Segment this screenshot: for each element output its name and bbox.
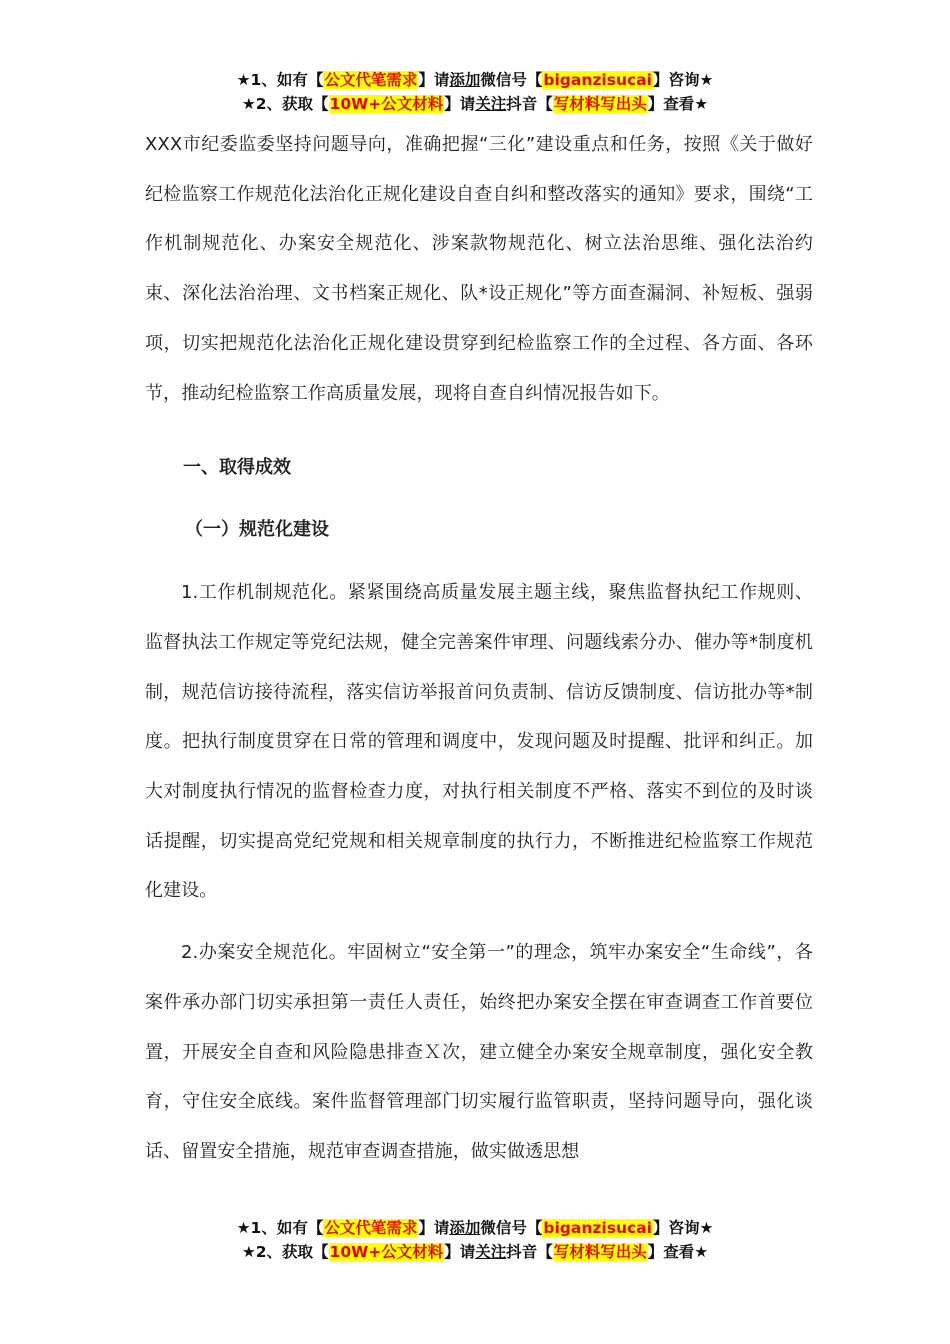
promo-highlight: biganzisucai (543, 1219, 652, 1237)
promo-highlight: 10W+公文材料 (329, 1243, 444, 1261)
promo-highlight: 公文代笔需求 (324, 1219, 418, 1237)
promo-text: 】查看★ (647, 95, 709, 113)
promo-banner-top (0, 68, 950, 116)
promo-text: 微信号【 (480, 71, 543, 89)
promo-text: 】请 (444, 95, 476, 113)
promo-line-1 (0, 1216, 950, 1240)
promo-highlight: 写材料写出头 (553, 95, 647, 113)
promo-text: ★1、如有【 (236, 1219, 324, 1237)
promo-line-2 (0, 92, 950, 116)
body-paragraph-1: 1.工作机制规范化。紧紧围绕高质量发展主题主线，聚焦监督执纪工作规则、监督执法工作规定等党纪法规，健全完善案件审理、问题线索分办、催办等*制度机制，规范信访接待流程，落实信访举报首问负责制、信访反馈制度、信访批办等*制度。把执行制度贯穿在日常的管理和调度中，发现问题及时提醒、批评和纠正。加大对制度执行情况的监督检查力度，对执行相关制度不严格、落实不到位的及时谈话提醒，切实提高党纪党规和相关规章制度的执行力，不断推进纪检监察工作规范化建设。 (145, 582, 813, 902)
promo-text: 】请 (418, 1219, 450, 1237)
promo-text: 抖音【 (506, 95, 553, 113)
promo-text: 】请 (418, 71, 450, 89)
document-body (145, 120, 813, 1177)
promo-highlight: biganzisucai (543, 71, 652, 89)
promo-highlight: 公文代笔需求 (324, 71, 418, 89)
promo-line-2 (0, 1240, 950, 1264)
section-heading: 一、取得成效 (183, 457, 291, 479)
promo-text: 】咨询★ (652, 1219, 714, 1237)
promo-text: ★1、如有【 (236, 71, 324, 89)
promo-text: ★2、获取【 (241, 95, 329, 113)
promo-highlight: 10W+公文材料 (329, 95, 444, 113)
spacer (145, 916, 813, 928)
promo-text: ★2、获取【 (241, 1243, 329, 1261)
promo-text: 】咨询★ (652, 71, 714, 89)
promo-text: 】请 (444, 1243, 476, 1261)
promo-underline: 添加 (449, 71, 481, 89)
spacer (145, 542, 813, 568)
promo-text: 】查看★ (647, 1243, 709, 1261)
intro-paragraph: XXX市纪委监委坚持问题导向，准确把握“三化”建设重点和任务，按照《关于做好纪检监察工作规范化法治化正规化建设自查自纠和整改落实的通知》要求，围绕“工作机制规范化、办案安全规范化、涉案款物规范化、树立法治思维、强化法治约束、深化法治治理、文书档案正规化、队*设正规化”等方面查漏洞、补短板、强弱项，切实把规范化法治化正规化建设贯穿到纪检监察工作的全过程、各方面、各环节，推动纪检监察工作高质量发展，现将自查自纠情况报告如下。 (145, 134, 813, 404)
promo-underline: 关注 (475, 95, 507, 113)
body-paragraph-2: 2.办案安全规范化。牢固树立“安全第一”的理念，筑牢办案安全“生命线”，各案件承办部门切实承担第一责任人责任，始终把办案安全摆在审查调查工作首要位置，开展安全自查和风险隐患排查Ｘ次，建立健全办案安全规章制度，强化安全教育，守住安全底线。案件监督管理部门切实履行监管职责，坚持问题导向，强化谈话、留置安全措施，规范审查调查措施，做实做透思想 (145, 942, 813, 1162)
promo-banner-bottom (0, 1216, 950, 1264)
promo-text: 抖音【 (506, 1243, 553, 1261)
promo-highlight: 写材料写出头 (553, 1243, 647, 1261)
subsection-heading: （一）规范化建设 (185, 519, 329, 541)
promo-text: 微信号【 (480, 1219, 543, 1237)
promo-underline: 关注 (475, 1243, 507, 1261)
promo-underline: 添加 (449, 1219, 481, 1237)
promo-line-1 (0, 68, 950, 92)
